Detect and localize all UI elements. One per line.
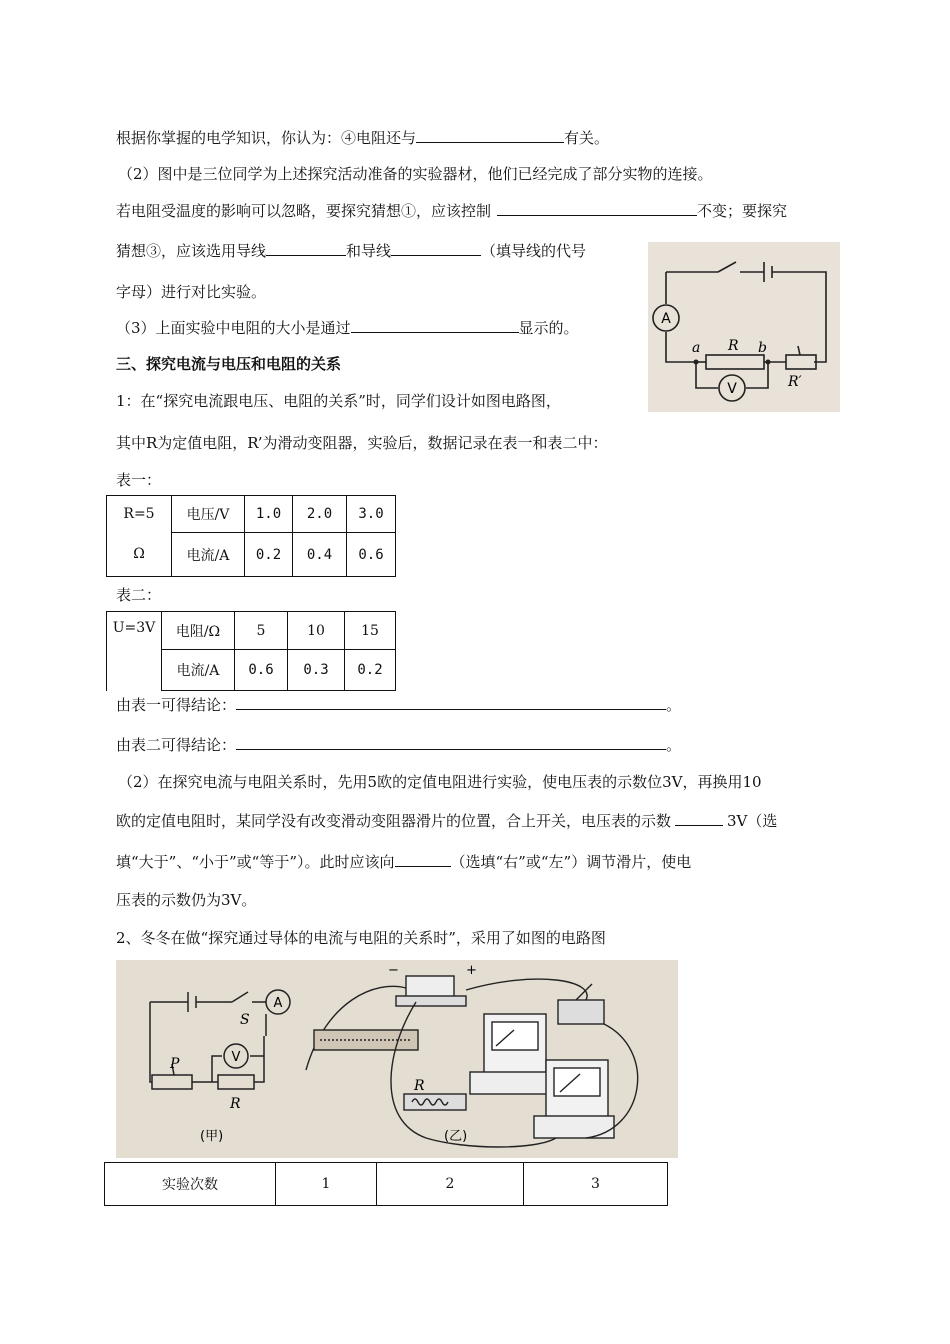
figure-jia-label: (甲) (200, 1129, 224, 1144)
table-cell: U=3V (107, 612, 162, 691)
table-cell: 1.0 (245, 496, 293, 533)
ammeter-label: A (273, 996, 283, 1011)
circuit-figure-1 (648, 242, 840, 412)
line-text: 3V（选 (727, 812, 778, 830)
table-cell: 3.0 (347, 496, 396, 533)
text-line (116, 201, 787, 221)
answer-blank[interactable] (351, 318, 519, 333)
table-cell: 2 (377, 1163, 524, 1206)
plus-label: + (466, 963, 477, 978)
line-text: 有关。 (564, 129, 610, 147)
resistor-r-label: R (230, 1096, 241, 1112)
line-text: 不变；要探究 (697, 202, 788, 220)
table-cell: 3 (524, 1163, 668, 1206)
point-a-label: a (692, 340, 701, 356)
line-text: 根据你掌握的电学知识，你认为：④电阻还与 (116, 129, 417, 147)
table-cell: 0.4 (293, 533, 347, 577)
table-cell: 实验次数 (105, 1163, 276, 1206)
answer-blank[interactable] (395, 852, 451, 867)
text-line: 字母）进行对比实验。 (116, 283, 267, 301)
resistor-r-label: R (728, 338, 739, 354)
line-text: （3）上面实验中电阻的大小是通过 (116, 319, 351, 337)
table-caption: 表二： (116, 586, 162, 604)
answer-blank[interactable] (675, 811, 723, 826)
circuit-diagram (648, 242, 840, 412)
switch-s-label: S (240, 1012, 250, 1028)
text-line (116, 852, 691, 872)
answer-blank[interactable] (266, 241, 346, 256)
text-line (116, 318, 579, 338)
line-text: 由表二可得结论： (116, 736, 237, 754)
line-text: 欧的定值电阻时，某同学没有改变滑动变阻器滑片的位置，合上开关，电压表的示数 (116, 812, 672, 830)
text-line: （2）在探究电流与电阻关系时，先用5欧的定值电阻进行实验，使电压表的示数位3V，再换用10 (118, 773, 762, 791)
table-cell: 5 (235, 612, 288, 650)
line-text: 填“大于”、“小于”或“等于”）。此时应该向 (116, 853, 395, 871)
data-table-1 (106, 495, 396, 577)
table-cell: 电压/V (172, 496, 245, 533)
table-cell: 0.2 (345, 650, 396, 691)
line-text: 若电阻受温度的影响可以忽略，要探究猜想①，应该控制 (116, 202, 492, 220)
rheostat-label: R′ (788, 374, 802, 390)
text-line: （2）图中是三位同学为上述探究活动准备的实验器材，他们已经完成了部分实物的连接。 (118, 165, 713, 183)
text-line (116, 695, 681, 715)
text-line: 2、冬冬在做“探究通过导体的电流与电阻的关系时”，采用了如图的电路图 (116, 929, 606, 947)
table-cell: 1 (276, 1163, 377, 1206)
text-line: 其中R为定值电阻，R’为滑动变阻器，实验后，数据记录在表一和表二中： (116, 434, 608, 452)
table-cell: 电流/A (172, 533, 245, 577)
voltmeter-label: V (231, 1050, 241, 1065)
slider-p-label: P (170, 1056, 180, 1072)
data-table-2 (106, 611, 396, 691)
table-cell: 电流/A (162, 650, 235, 691)
point-b-label: b (758, 340, 767, 356)
line-text: （选填“右”或“左”）调节滑片，使电 (450, 853, 692, 871)
text-line (116, 811, 777, 831)
table-cell: Ω (107, 533, 172, 577)
line-text: 显示的。 (518, 319, 579, 337)
answer-blank[interactable] (416, 128, 564, 143)
table-cell: 0.6 (235, 650, 288, 691)
table-cell: 电阻/Ω (162, 612, 235, 650)
table-cell: 2.0 (293, 496, 347, 533)
answer-blank[interactable] (391, 241, 481, 256)
line-text: （填导线的代号 (481, 242, 587, 260)
table-cell: 15 (345, 612, 396, 650)
line-text: 和导线 (346, 242, 392, 260)
answer-blank[interactable] (497, 201, 697, 216)
table-cell: R=5 (107, 496, 172, 533)
table-cell: 0.2 (245, 533, 293, 577)
text-line (116, 735, 681, 755)
answer-blank[interactable] (236, 695, 666, 710)
minus-label: − (388, 963, 399, 978)
text-line (116, 241, 586, 261)
ammeter-label: A (661, 311, 671, 327)
circuit-and-apparatus-diagram (116, 960, 678, 1158)
line-text: 。 (666, 736, 682, 754)
table-caption: 表一： (116, 471, 162, 489)
figure-yi-label: (乙) (444, 1129, 468, 1144)
line-text: 由表一可得结论： (116, 696, 237, 714)
resistor-r2-label: R (414, 1078, 425, 1094)
text-line (116, 128, 609, 148)
table-cell: 10 (288, 612, 345, 650)
line-text: 猜想③，应该选用导线 (116, 242, 267, 260)
voltmeter-label: V (727, 381, 737, 397)
text-line: 压表的示数仍为3V。 (116, 891, 257, 909)
circuit-figure-2 (116, 960, 678, 1158)
line-text: 。 (666, 696, 682, 714)
data-table-3 (104, 1162, 668, 1206)
table-cell: 0.6 (347, 533, 396, 577)
answer-blank[interactable] (236, 735, 666, 750)
table-cell: 0.3 (288, 650, 345, 691)
section-heading: 三、探究电流与电压和电阻的关系 (116, 355, 342, 373)
text-line: 1：在“探究电流跟电压、电阻的关系”时，同学们设计如图电路图， (116, 392, 561, 410)
